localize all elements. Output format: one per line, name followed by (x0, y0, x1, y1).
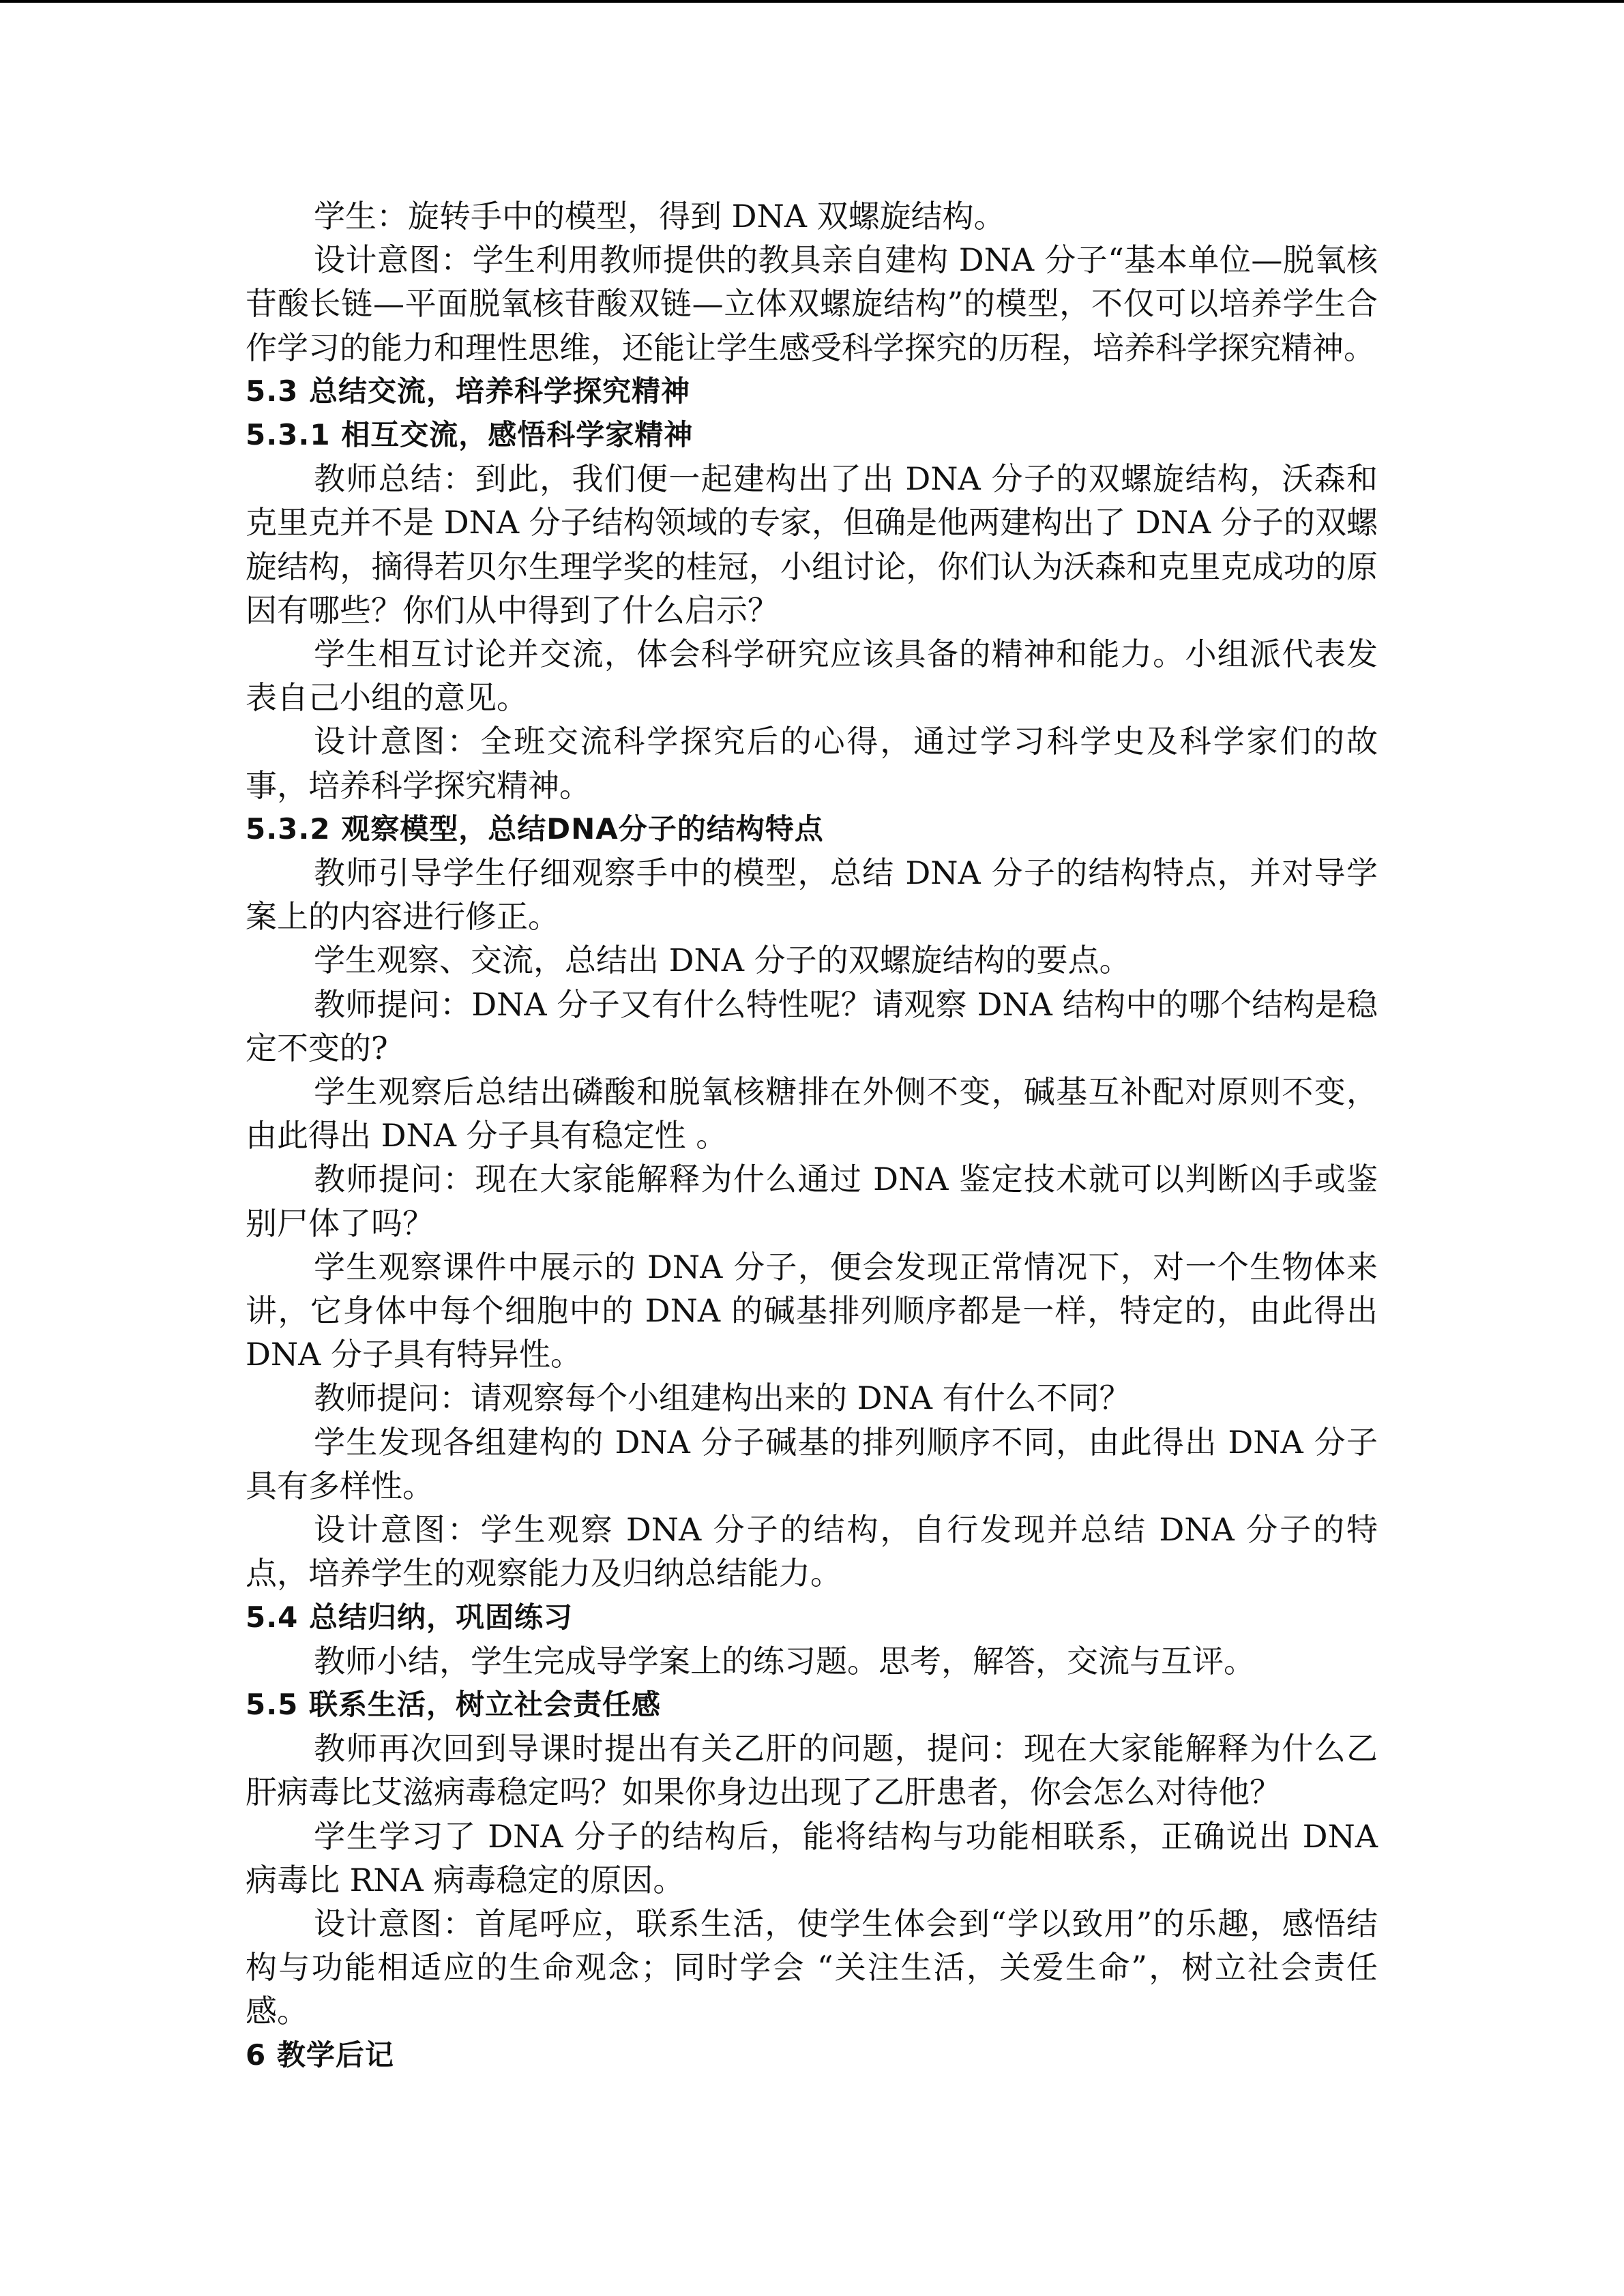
section-heading: 5.3 总结交流，培养科学探究精神 (246, 374, 691, 408)
paragraph: 教师总结：到此，我们便一起建构出了出 DNA 分子的双螺旋结构，沃森和克里克并不是 DNA 分子结构领域的专家，但确是他两建构出了 DNA 分子的双螺旋结构，摘得若贝尔生理学奖的桂冠，小组讨论，你们认为沃森和克里克成功的原因有哪些？你们从中得到了什么启示？ (246, 460, 1378, 629)
paragraph: 教师提问：请观察每个小组建构出来的 DNA 有什么不同？ (314, 1380, 1131, 1417)
paragraph: 学生观察后总结出磷酸和脱氧核糖排在外侧不变，碱基互补配对原则不变，由此得出 DNA 分子具有稳定性 。 (246, 1073, 1378, 1154)
document-body (246, 194, 1378, 2077)
paragraph: 教师提问：DNA 分子又有什么特性呢？请观察 DNA 结构中的哪个结构是稳定不变的? (246, 985, 1378, 1067)
paragraph: 学生观察、交流，总结出 DNA 分子的双螺旋结构的要点。 (314, 942, 1131, 979)
paragraph: 学生：旋转手中的模型，得到 DNA 双螺旋结构。 (314, 198, 1005, 235)
subsection-heading: 5.3.1 相互交流，感悟科学家精神 (246, 418, 694, 452)
section-heading: 5.5 联系生活，树立社会责任感 (246, 1687, 662, 1721)
top-border-rule (0, 0, 1624, 3)
section-heading: 6 教学后记 (246, 2038, 394, 2072)
paragraph: 学生观察课件中展示的 DNA 分子，便会发现正常情况下，对一个生物体来讲，它身体中每个细胞中的 DNA 的碱基排列顺序都是一样，特定的，由此得出 DNA 分子具有特异性。 (246, 1248, 1378, 1373)
paragraph: 教师提问：现在大家能解释为什么通过 DNA 鉴定技术就可以判断凶手或鉴别尸体了吗？ (246, 1161, 1378, 1242)
section-heading: 5.4 总结归纳，巩固练习 (246, 1600, 574, 1634)
paragraph: 教师再次回到导课时提出有关乙肝的问题，提问：现在大家能解释为什么乙肝病毒比艾滋病毒稳定吗？如果你身边出现了乙肝患者，你会怎么对待他？ (246, 1730, 1378, 1811)
paragraph: 教师引导学生仔细观察手中的模型，总结 DNA 分子的结构特点，并对导学案上的内容进行修正。 (246, 854, 1378, 936)
paragraph: 学生发现各组建构的 DNA 分子碱基的排列顺序不同，由此得出 DNA 分子具有多样性。 (246, 1423, 1378, 1504)
paragraph: 设计意图：学生观察 DNA 分子的结构，自行发现并总结 DNA 分子的特点，培养学生的观察能力及归纳总结能力。 (246, 1511, 1378, 1592)
paragraph: 教师小结，学生完成导学案上的练习题。思考，解答，交流与互评。 (314, 1642, 1255, 1680)
subsection-heading: 5.3.2 观察模型，总结DNA分子的结构特点 (246, 811, 824, 846)
paragraph: 学生学习了 DNA 分子的结构后，能将结构与功能相联系，正确说出 DNA 病毒比 RNA 病毒稳定的原因。 (246, 1817, 1378, 1898)
paragraph: 学生相互讨论并交流，体会科学研究应该具备的精神和能力。小组派代表发表自己小组的意见。 (246, 636, 1378, 717)
paragraph: 设计意图：全班交流科学探究后的心得，通过学习科学史及科学家们的故事，培养科学探究精神。 (246, 723, 1378, 804)
paragraph: 设计意图：学生利用教师提供的教具亲自建构 DNA 分子“基本单位—脱氧核苷酸长链—平面脱氧核苷酸双链—立体双螺旋结构”的模型，不仅可以培养学生合作学习的能力和理性思维，还能让学生感受科学探究的历程，培养科学探究精神。 (246, 241, 1378, 366)
paragraph: 设计意图：首尾呼应，联系生活，使学生体会到“学以致用”的乐趣，感悟结构与功能相适应的生命观念；同时学会 “关注生活，关爱生命”，树立社会责任感。 (246, 1905, 1378, 2030)
